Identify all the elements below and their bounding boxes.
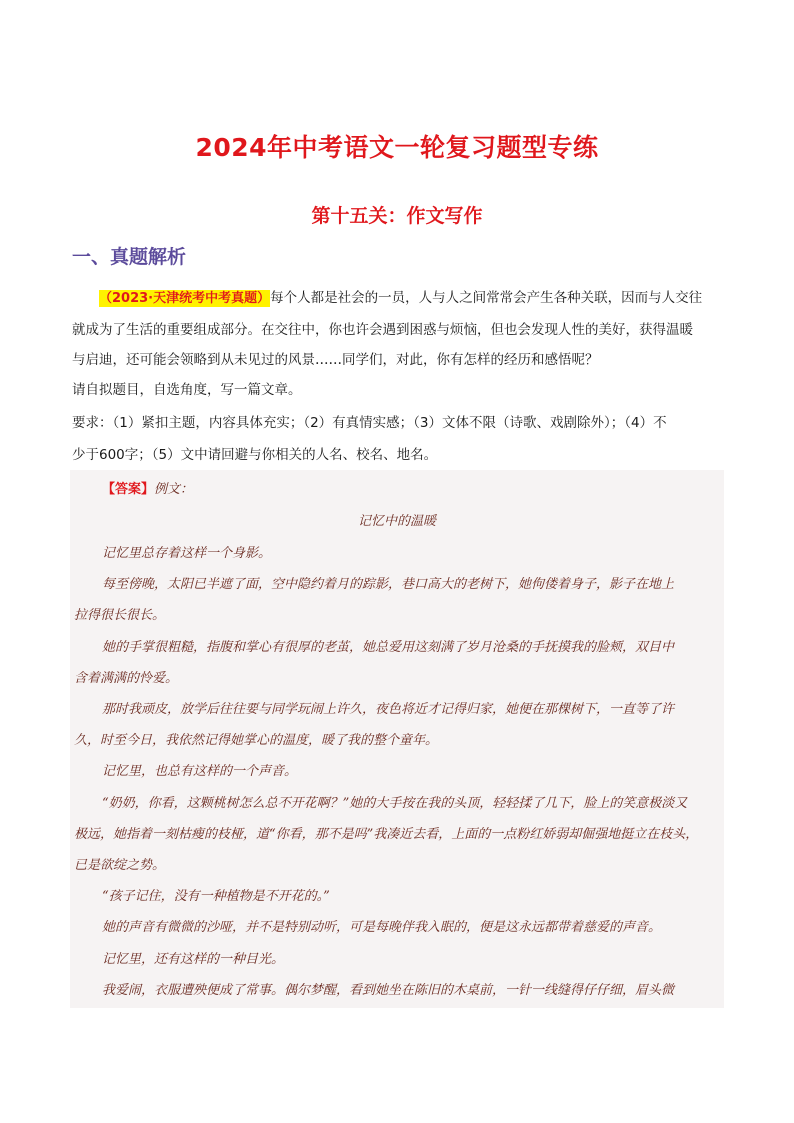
essay-line: 记忆里总存着这样一个身影。 [102,546,272,561]
instruction-line-2: 要求：（1）紧扣主题，内容具体充实；（2）有真情实感；（3）文体不限（诗歌、戏剧除外）；（4）不 [72,415,667,431]
essay-line: “奶奶，你看，这颗桃树怎么总不开花啊？”她的大手按在我的头顶，轻轻揉了几下，脸上的笑意极淡又 [102,795,688,811]
answer-box [70,470,724,1008]
prompt-line-3: 与启迪，还可能会领略到从未见过的风景……同学们，对此，你有怎样的经历和感悟呢？ [72,352,599,368]
essay-line: 极远，她指着一刻枯瘦的枝桠，道“你看，那不是吗”我凑近去看，上面的一点粉红娇弱却倔强地挺立在枝头， [74,826,699,842]
essay-line: “孩子记住，没有一种植物是不开花的。” [102,889,330,905]
essay-line: 那时我顽皮，放学后往往要与同学玩闹上许久，夜色将近才记得归家，她便在那棵树下，一直等了许 [102,702,675,717]
answer-label-rest: 例文： [154,482,194,497]
essay-title: 记忆中的温暖 [357,514,436,529]
answer-header [70,478,724,497]
prompt-line-1-text: 每个人都是社会的一员，人与人之间常常会产生各种关联，因而与人交往 [270,290,703,306]
answer-label: 【答案】 [102,482,155,497]
essay-line: 我爱闹，衣服遭殃便成了常事。偶尔梦醒，看到她坐在陈旧的木桌前，一针一线缝得仔仔细，眉头微 [102,982,675,998]
essay-line: 每至傍晚，太阳已半遮了面，空中隐约着月的踪影，巷口高大的老树下，她佝偻着身子，影子在地上 [102,577,675,593]
essay-line: 她的手掌很粗糙，指腹和掌心有很厚的老茧，她总爱用这刻满了岁月沧桑的手抚摸我的脸颊，双目中 [102,639,675,655]
essay-line: 记忆里，也总有这样的一个声音。 [102,764,298,780]
essay-line: 久，时至今日，我依然记得她掌心的温度，暖了我的整个童年。 [74,733,439,749]
source-tag: （2023·天津统考中考真题） [99,291,271,306]
essay-line: 她的声音有微微的沙哑，并不是特别动听，可是每晚伴我入眠的，便是这永远都带着慈爱的声音。 [102,920,662,936]
essay-line: 拉得很长很长。 [74,608,166,624]
section-heading: 一、真题解析 [72,246,187,268]
essay-line: 已是欲绽之势。 [74,858,166,873]
page-title: 2024年中考语文一轮复习题型专练 [195,133,599,162]
essay-prompt [72,283,722,376]
essay-line: 记忆里，还有这样的一种目光。 [102,951,285,967]
prompt-line-2: 就成为了生活的重要组成部分。在交往中，你也许会遇到困惑与烦恼，但也会发现人性的美好，获得温暖 [72,321,693,338]
essay-line: 含着满满的怜爱。 [74,670,179,686]
page-subtitle: 第十五关：作文写作 [311,205,483,227]
instruction-line-3: 少于600字；（5）文中请回避与你相关的人名、校名、地名。 [72,447,438,463]
prompt-line-1 [72,283,722,315]
instruction-line-1: 请自拟题目，自选角度，写一篇文章。 [72,382,302,398]
